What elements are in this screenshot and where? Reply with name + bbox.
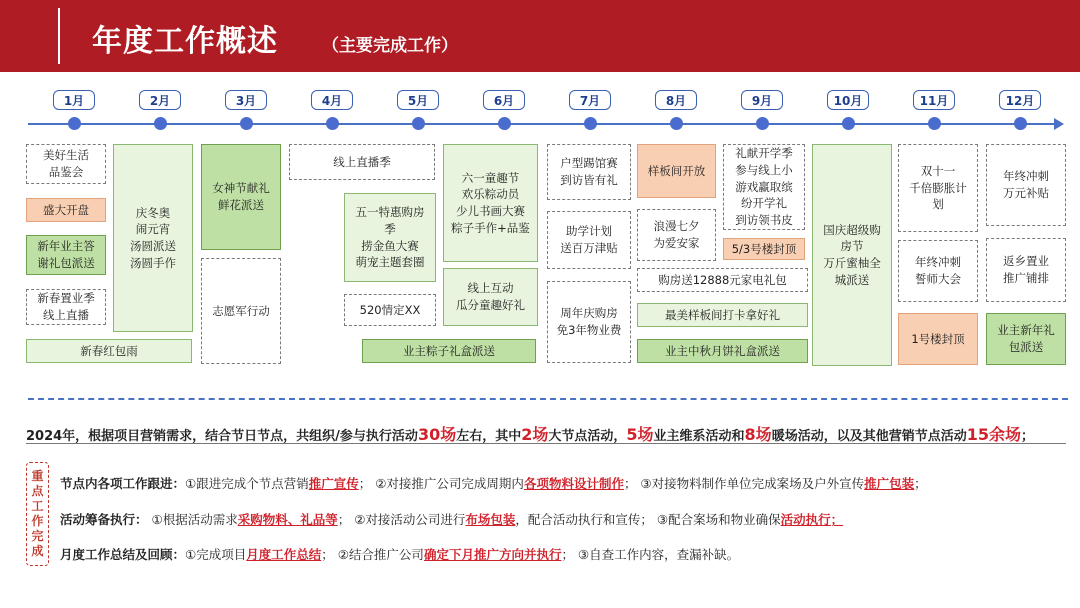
key-char: 重 [31, 469, 44, 483]
activity-box: 线上直播季 [289, 144, 435, 180]
activity-box: 浪漫七夕 为爱安家 [637, 209, 716, 261]
detail-line-follow-up [60, 474, 927, 492]
month-label: 11月 [913, 90, 955, 110]
timeline-dot [842, 117, 855, 130]
page-title: 年度工作概述 [92, 24, 278, 59]
summary-underline [26, 443, 1066, 444]
month-label: 7月 [569, 90, 611, 110]
summary-number: 5场 [626, 425, 654, 444]
activity-box: 双十一 千倍膨胀计 划 [898, 144, 978, 232]
detail-text: ； ②对接活动公司进行 [337, 512, 466, 527]
detail-text: ①根据活动需求 [147, 512, 238, 527]
detail-label: 节点内各项工作跟进： [60, 476, 186, 491]
key-char: 成 [31, 544, 44, 558]
summary-text: 业主维系活动和 [653, 429, 745, 444]
activity-box: 礼献开学季 参与线上小 游戏赢取缤 纷开学礼 到访领书皮 [723, 144, 805, 230]
month-label: 10月 [827, 90, 869, 110]
timeline-arrow-icon [1054, 118, 1064, 130]
timeline-dot [928, 117, 941, 130]
detail-text: ； [914, 476, 927, 491]
detail-highlight: 采购物料、礼品等 [237, 512, 338, 527]
month-label: 8月 [655, 90, 697, 110]
activity-box: 5/3号楼封顶 [723, 238, 805, 260]
timeline-dot [412, 117, 425, 130]
activity-box: 新年业主答 谢礼包派送 [26, 235, 106, 275]
activity-box: 年终冲刺 誓师大会 [898, 240, 978, 302]
activity-box: 年终冲刺 万元补贴 [986, 144, 1066, 226]
activity-box: 线上互动 瓜分童趣好礼 [443, 268, 538, 326]
activity-box: 五一特惠购房 季 捞金鱼大赛 萌宠主题套圈 [344, 193, 436, 282]
detail-highlight: 布场包装 [465, 512, 516, 527]
key-char: 工 [31, 499, 44, 513]
detail-line-event-prep [60, 510, 843, 528]
summary-number: 8场 [744, 425, 772, 444]
activity-box: 户型踢馆赛 到访皆有礼 [547, 144, 631, 200]
detail-highlight: 活动执行； [780, 512, 844, 527]
activity-box: 盛大开盘 [26, 198, 106, 222]
header-divider [58, 8, 60, 64]
summary-text: ； [1020, 429, 1034, 444]
activity-box: 业主中秋月饼礼盒派送 [637, 339, 808, 363]
month-label: 3月 [225, 90, 267, 110]
summary-text: 2024年，根据项目营销需求，结合节日节点，共组织/参与执行活动 [26, 429, 418, 444]
activity-box: 新春置业季 线上直播 [26, 289, 106, 325]
activity-box: 女神节献礼 鲜花派送 [201, 144, 281, 250]
timeline-dot [670, 117, 683, 130]
activity-box: 业主粽子礼盒派送 [362, 339, 536, 363]
summary-text: 左右，其中 [456, 429, 522, 444]
detail-highlight: 确定下月推广方向并执行 [423, 547, 562, 562]
timeline-dot [154, 117, 167, 130]
activity-box: 1号楼封顶 [898, 313, 978, 365]
detail-text: ； ③对接物料制作单位完成案场及户外宣传 [623, 476, 865, 491]
timeline-dot [68, 117, 81, 130]
summary-line [26, 422, 1076, 445]
activity-box: 520情定XX [344, 294, 436, 326]
timeline-dot [498, 117, 511, 130]
activity-box: 新春红包雨 [26, 339, 192, 363]
detail-text: ； ③自查工作内容，查漏补缺。 [561, 547, 740, 562]
month-label: 4月 [311, 90, 353, 110]
activity-box: 返乡置业 推广铺排 [986, 238, 1066, 302]
summary-text: 大节点活动， [548, 429, 627, 444]
timeline-dot [326, 117, 339, 130]
month-label: 12月 [999, 90, 1041, 110]
detail-highlight: 推广宣传 [308, 476, 359, 491]
timeline-axis [28, 123, 1058, 125]
month-label: 9月 [741, 90, 783, 110]
timeline-dot [1014, 117, 1027, 130]
detail-highlight: 月度工作总结 [246, 547, 322, 562]
key-work-label [26, 462, 49, 566]
detail-highlight: 各项物料设计制作 [523, 476, 624, 491]
activity-box: 国庆超级购 房节 万斤蜜柚全 城派送 [812, 144, 892, 366]
key-char: 点 [31, 484, 44, 498]
activity-box: 购房送12888元家电礼包 [637, 268, 808, 292]
activity-box: 最美样板间打卡拿好礼 [637, 303, 808, 327]
summary-text: 暖场活动，以及其他营销节点活动 [771, 429, 967, 444]
activity-box: 样板间开放 [637, 144, 716, 198]
section-divider [28, 398, 1068, 400]
month-label: 2月 [139, 90, 181, 110]
activity-box: 庆冬奥 闹元宵 汤圆派送 汤圆手作 [113, 144, 193, 332]
activity-box: 周年庆购房 免3年物业费 [547, 281, 631, 363]
key-char: 作 [31, 514, 44, 528]
page-subtitle: （主要完成工作） [322, 36, 458, 56]
detail-label: 月度工作总结及回顾： [60, 547, 186, 562]
summary-number: 30场 [417, 425, 457, 444]
detail-text: ①跟进完成个节点营销 [185, 476, 309, 491]
month-label: 1月 [53, 90, 95, 110]
detail-highlight: 推广包装 [864, 476, 915, 491]
timeline-dot [756, 117, 769, 130]
activity-box: 业主新年礼 包派送 [986, 313, 1066, 365]
summary-number: 2场 [521, 425, 549, 444]
detail-text: ，配合活动执行和宣传； ③配合案场和物业确保 [515, 512, 781, 527]
activity-box: 助学计划 送百万津贴 [547, 211, 631, 269]
detail-text: ①完成项目 [185, 547, 247, 562]
detail-label: 活动筹备执行： [60, 512, 148, 527]
detail-text: ； ②结合推广公司 [321, 547, 424, 562]
summary-number: 15余场 [966, 425, 1021, 444]
activity-box: 美好生活 品鉴会 [26, 144, 106, 184]
detail-text: ； ②对接推广公司完成周期内 [358, 476, 524, 491]
timeline-dot [240, 117, 253, 130]
activity-box: 志愿军行动 [201, 258, 281, 364]
month-label: 6月 [483, 90, 525, 110]
key-char: 完 [31, 529, 44, 543]
month-label: 5月 [397, 90, 439, 110]
header-banner [0, 0, 1080, 72]
detail-line-monthly-review [60, 545, 739, 563]
timeline-dot [584, 117, 597, 130]
activity-box: 六一童趣节 欢乐粽动员 少儿书画大赛 粽子手作+品鉴 [443, 144, 538, 262]
